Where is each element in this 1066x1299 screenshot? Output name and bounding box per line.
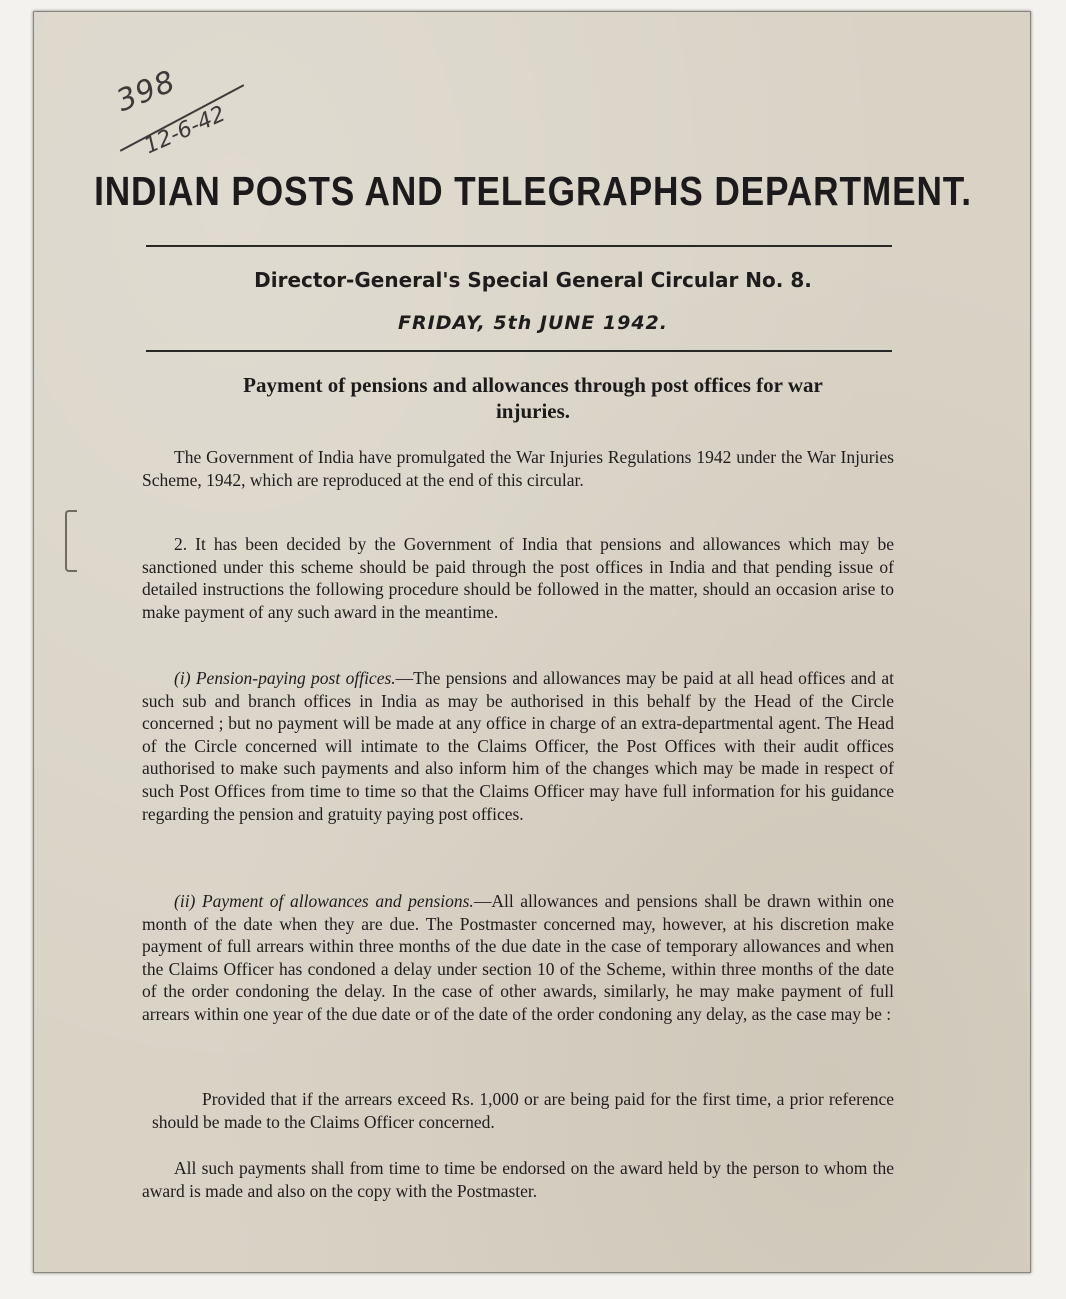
paragraph-proviso: Provided that if the arrears exceed Rs. 1,000 or are being paid for the first time, a prior reference should be made to the Claims Officer concerned. bbox=[152, 1089, 894, 1132]
handwritten-annotation bbox=[108, 62, 258, 160]
department-title: INDIAN POSTS AND TELEGRAPHS DEPARTMENT. bbox=[94, 168, 972, 214]
staple-mark bbox=[65, 510, 77, 572]
handwritten-date: 12-6-42 bbox=[140, 101, 230, 160]
bottom-rule bbox=[146, 350, 892, 352]
subject-line-2: injuries. bbox=[495, 399, 571, 423]
paragraph-pension-offices bbox=[142, 667, 894, 825]
subject-line-1: Payment of pensions and allowances through post offices for war bbox=[243, 373, 823, 397]
top-rule bbox=[146, 245, 892, 247]
paragraph-endorsement: All such payments shall from time to time be endorsed on the award held by the person to whom the award is made and also on the copy with the Postmaster. bbox=[142, 1158, 894, 1201]
payment-text: —All allowances and pensions shall be drawn within one month of the date when they are due. The Postmaster concerned may, however, at his discretion make payment of full arrears within three months of the due date in the case of temporary allowances and when the Claims Officer has condoned a delay under section 10 of the Scheme, within three months of the date of the order condoning the delay. In the case of other awards, similarly, he may make payment of full arrears within one year of the due date or of the date of the order condoning any delay, as the case may be : bbox=[142, 891, 894, 1024]
paragraph-payment bbox=[142, 890, 894, 1026]
paragraph-2: 2. It has been decided by the Government of India that pensions and allowances which may be sanctioned under this scheme should be paid through the post offices in India and that pending issue of detailed instructions the following procedure should be followed in the matter, should an occasion arise to make payment of any such award in the meantime. bbox=[142, 534, 894, 622]
paragraph-1: The Government of India have promulgated the War Injuries Regulations 1942 under the War Injuries Scheme, 1942, which are reproduced at the end of this circular. bbox=[142, 447, 894, 490]
handwritten-number: 398 bbox=[111, 63, 181, 120]
pension-offices-text: —The pensions and allowances may be paid at all head offices and at such sub and branch offices in India as may be authorised in this behalf by the Head of the Circle concerned ; but no payment will be made at any office in charge of an extra-departmental agent. The Head of the Circle concerned will intimate to the Claims Officer, the Post Offices with their audit offices authorised to make such payments and also inform him of the changes which may be made in respect of such Post Offices from time to time so that the Claims Officer may have full information for his guidance regarding the pension and gratuity paying post offices. bbox=[142, 668, 894, 824]
pension-offices-label: (i) Pension-paying post offices. bbox=[174, 668, 396, 688]
subject-heading bbox=[0, 372, 1066, 424]
payment-label: (ii) Payment of allowances and pensions. bbox=[174, 891, 474, 911]
circular-date: FRIDAY, 5th JUNE 1942. bbox=[398, 312, 668, 334]
circular-number: Director-General's Special General Circular No. 8. bbox=[254, 268, 812, 292]
